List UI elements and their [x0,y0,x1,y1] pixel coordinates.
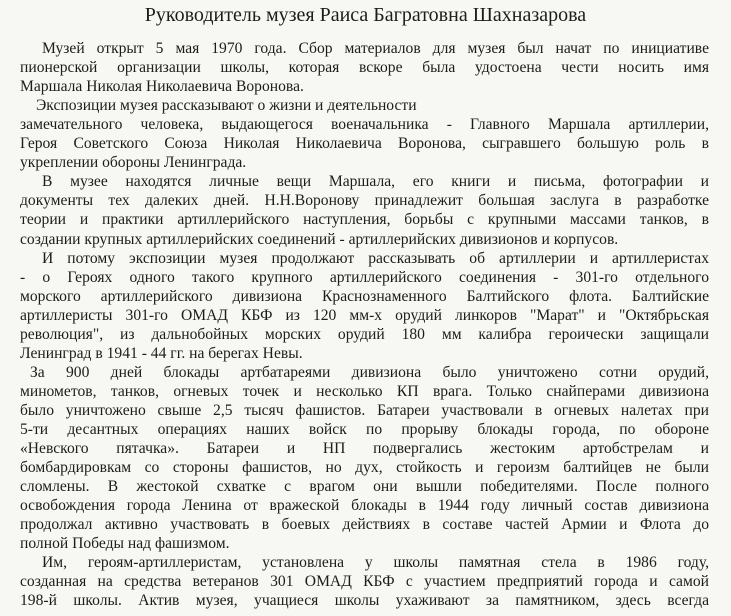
text-line: теории и практики артиллерийского наступления, борьбы с крупными массами танков, в [20,211,709,229]
text-line: продолжал активно участвовать в боевых действиях в составе частей Армии и Флота до [20,516,709,534]
text-line: Музей открыт 5 мая 1970 года. Сбор материалов для музея был начат по инициативе [42,40,709,57]
text-line: «Невского пятачка». Батареи и НП подвергались жестоким артобстрелам и [20,440,709,458]
text-line: пионерской организации школы, которая вскоре была удостоена чести носить имя [20,59,709,77]
document-title: Руководитель музея Раиса Багратовна Шахназарова [144,4,587,26]
text-line: 5-ти десантных операциях наших войск по прорыву блокады города, по обороне [20,421,709,438]
text-line: бомбардировкам со стороны фашистов, но дух, стойкость и героизм балтийцев не были [20,459,709,477]
text-line: Экспозиции музея рассказывают о жизни и деятельности [36,97,417,115]
text-line: Маршала Николая Николаевича Воронова. [20,78,304,96]
text-line: Героя Советского Союза Николая Николаевича Воронова, сыгравшего большую роль в [20,135,709,153]
text-line: - о Героях одного такого крупного артиллерийского соединения - 301-го отдельного [20,268,709,286]
text-line: сломлены. В жестокой схватке с врагом они вышли победителями. После полного [20,478,709,496]
text-line: создании крупных артиллерийских соединений - артиллерийских дивизионов и корпусов. [20,230,619,248]
text-line: документы тех далеких дней. Н.Н.Воронову принадлежит большая заслуга в разработке [20,192,709,210]
text-line: укреплении обороны Ленинграда. [20,154,247,172]
text-line: полной Победы над фашизмом. [20,535,230,553]
text-line: 198-й школы. Актив музея, учащиеся школы ухаживают за памятником, здесь всегда [20,592,709,610]
text-line: Им, героям-артиллеристам, установлена у школы памятная стела в 1986 году, [42,554,709,572]
text-line: было уничтожено свыше 2,5 тысяч фашистов. Батареи участвовали в огневых налетах при [20,401,709,419]
text-line: морского артиллерийского дивизиона Краснознаменного Балтийского флота. Балтийские [20,287,709,305]
text-line: революция", из дальнобойных морских орудий 180 мм калибра героически защищали [20,325,709,343]
text-line: И потому экспозиции музея продолжают рассказывать об артиллерии и артиллеристах [42,249,709,267]
text-line: За 900 дней блокады артбатареями дивизиона было уничтожено сотни орудий, [30,363,709,381]
text-line: В музее находятся личные вещи Маршала, его книги и письма, фотографии и [42,173,709,191]
text-line: минометов, танков, огневых точек и несколько КП врага. Только снайперами дивизиона [20,382,709,400]
text-line: освобождения города Ленина от вражеской блокады в 1944 году личный состав дивизиона [20,497,709,515]
text-line: замечательного человека, выдающегося военачальника - Главного Маршала артиллерии, [20,116,709,134]
text-line: артиллеристы 301-го ОМАД КБФ из 120 мм-х орудий линкоров "Марат" и "Октябрьская [20,306,709,324]
text-line: Ленинград в 1941 - 44 гг. на берегах Невы. [20,344,303,362]
text-line: созданная на средства ветеранов 301 ОМАД КБФ с участием предприятий города и самой [20,573,709,591]
